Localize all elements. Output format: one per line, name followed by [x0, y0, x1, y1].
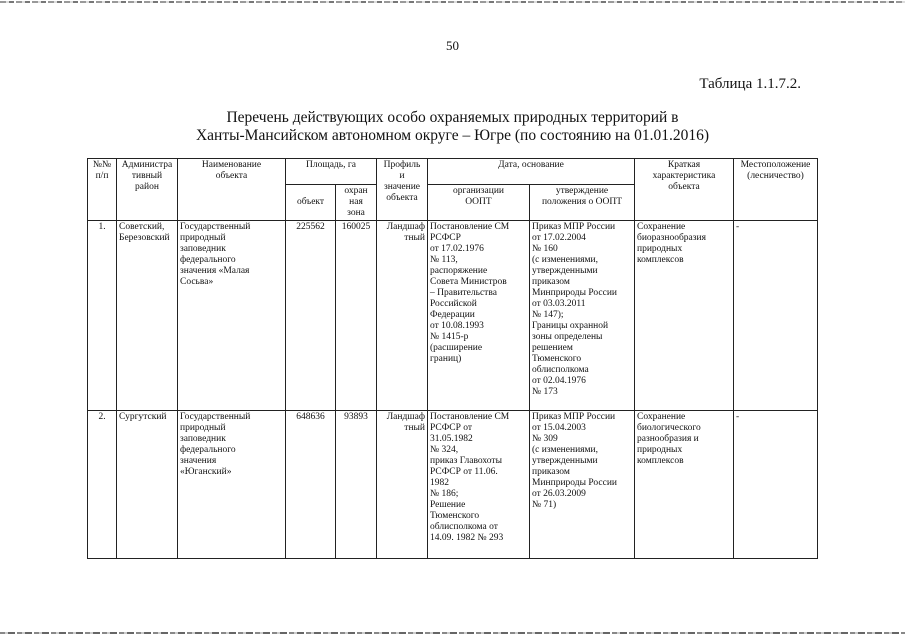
header-characteristic: Краткая характеристика объекта: [635, 159, 734, 221]
document-title: [0, 109, 905, 145]
table-row: [88, 221, 818, 411]
row-area-zone: 160025: [336, 221, 377, 411]
header-org: организации ООПТ: [428, 185, 530, 221]
header-district: Администра тивный район: [117, 159, 178, 221]
header-area: Площадь, га: [286, 159, 377, 185]
row-name: Государственный природный заповедник федерального значения «Юганский»: [178, 411, 286, 559]
row-num: 1.: [88, 221, 117, 411]
row-area-object: 225562: [286, 221, 336, 411]
row-district: Советский, Березовский: [117, 221, 178, 411]
row-characteristic: Сохранение биоразнообразия природных комплексов: [635, 221, 734, 411]
row-name: Государственный природный заповедник федерального значения «Малая Сосьва»: [178, 221, 286, 411]
row-num: 2.: [88, 411, 117, 559]
scan-edge-bottom: [0, 632, 905, 634]
title-line-1: Перечень действующих особо охраняемых природных территорий в: [226, 109, 679, 126]
row-profile: Ландшаф тный: [377, 411, 428, 559]
header-date-basis: Дата, основание: [428, 159, 635, 185]
table-row: [88, 411, 818, 559]
row-profile: Ландшаф тный: [377, 221, 428, 411]
row-characteristic: Сохранение биологического разнообразия и природных комплексов: [635, 411, 734, 559]
row-approval: Приказ МПР России от 15.04.2003 № 309 (с изменениями, утвержденными приказом Минприроды России от 26.03.2009 № 71): [530, 411, 635, 559]
header-num: №№ п/п: [88, 159, 117, 221]
protected-areas-table: [87, 158, 818, 559]
header-area-object: объект: [286, 185, 336, 221]
page-number: 50: [446, 38, 459, 53]
row-org: Постановление СМ РСФСР от 17.02.1976 № 113, распоряжение Совета Министров – Правительства Российской Федерации от 10.08.1993 № 1415-р (расширение границ): [428, 221, 530, 411]
row-district: Сургутский: [117, 411, 178, 559]
row-location: -: [734, 221, 818, 411]
header-area-zone: охран ная зона: [336, 185, 377, 221]
title-line-2: Ханты-Мансийском автономном округе – Югре (по состоянию на 01.01.2016): [195, 127, 710, 144]
row-area-object: 648636: [286, 411, 336, 559]
scan-edge-top: [0, 1, 905, 3]
table-label: Таблица 1.1.7.2.: [699, 76, 801, 92]
row-area-zone: 93893: [336, 411, 377, 559]
header-location: Местоположение (лесничество): [734, 159, 818, 221]
row-location: -: [734, 411, 818, 559]
header-approval: утверждение положения о ООПТ: [530, 185, 635, 221]
row-org: Постановление СМ РСФСР от 31.05.1982 № 324, приказ Главохоты РСФСР от 11.06. 1982 № 186; Решение Тюменского облисполкома от 14.09. 1982 № 293: [428, 411, 530, 559]
row-approval: Приказ МПР России от 17.02.2004 № 160 (с изменениями, утвержденными приказом Минприроды России от 03.03.2011 № 147); Границы охранной зоны определены решением Тюменского облисполкома от 02.04.1976 № 173: [530, 221, 635, 411]
header-name: Наименование объекта: [178, 159, 286, 221]
header-profile: Профиль и значение объекта: [377, 159, 428, 221]
